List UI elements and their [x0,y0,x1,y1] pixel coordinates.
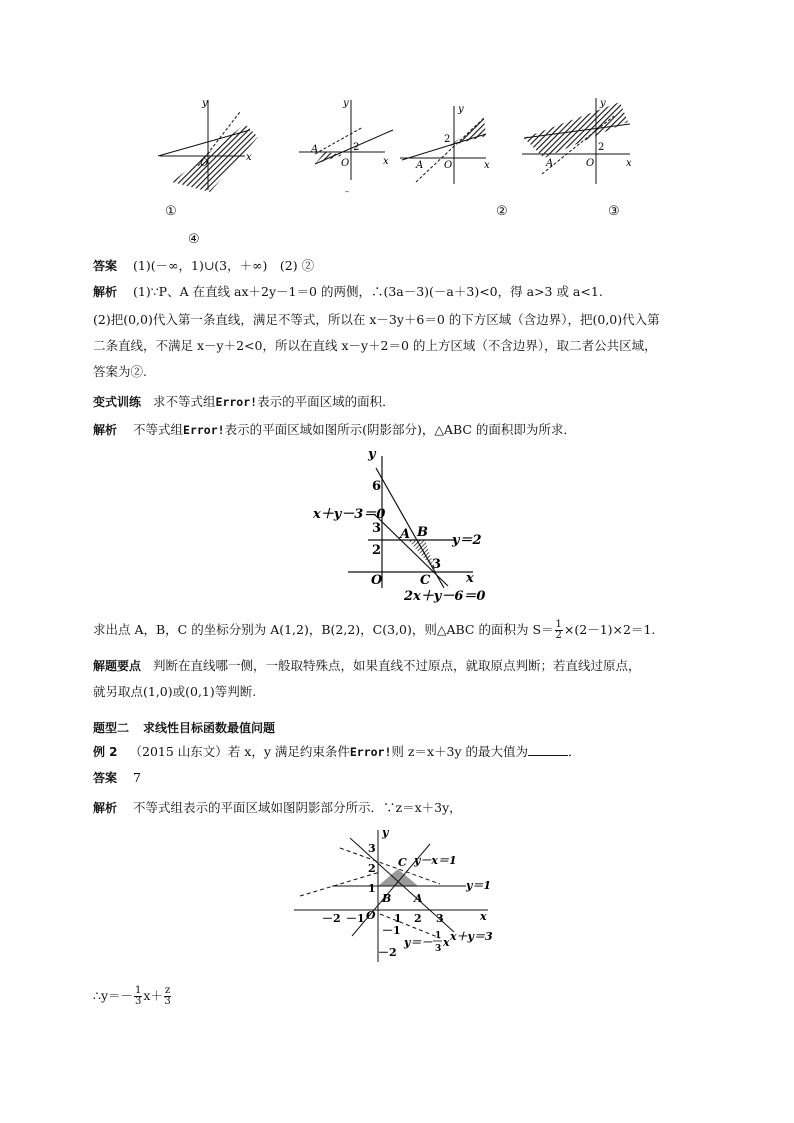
mid-eq-3: 2x＋y－6＝0 [404,589,486,604]
fig2-dash: – [345,187,349,196]
final-equation: ∴y＝－ $\frac{1}{3}$ x＋ $\frac{z}{3}$ [93,985,171,1007]
mid-point-b: B [417,525,428,540]
bot-tick-y3: 3 [368,842,376,855]
mid-tick-3: 3 [372,521,382,536]
key-points-label: 解题要点 [93,659,142,673]
answer-1 [93,256,314,276]
figure-2 [295,92,395,197]
coords-line: 求出点 A，B，C 的坐标分别为 A(1,2)，B(2,2)，C(3,0)，则△ABC 的面积为 S＝ $\frac{1}{2}$ ×(2－1)×2＝1. [93,619,656,641]
error-text: Error! [349,745,392,759]
circled-3: ③ [608,204,620,219]
bot-eq-3: x＋y＝3 [450,930,493,943]
bot-eq-4-post: x [443,936,450,949]
fraction-one-third: $\frac{1}{3}$ [135,985,142,1007]
analysis-2: 解析 不等式组Error!表示的平面区域如图所示(阴影部分)，△ABC 的面积即为所求． [93,422,576,437]
circled-2: ② [496,204,508,219]
example-2: 例 2 （2015 山东文）若 x，y 满足约束条件Error!则 z＝x＋3y 的最大值为 ． [93,744,581,759]
figure-1 [150,92,260,197]
analysis-1-line-2: (2)把(0,0)代入第一条直线，满足不等式，所以在 x－3y＋6＝0 的下方区域（含边界），把(0,0)代入第 [93,312,660,327]
bot-tick-y2: 2 [368,862,376,875]
answer-label: 答案 [93,259,118,273]
analysis-label: 解析 [93,285,118,299]
answer-2: 答案 7 [93,770,141,785]
figure-triangle-abc [308,448,488,606]
bot-tick-xn1: －1 [346,912,365,925]
mid-tick-x3: 3 [432,557,442,572]
circled-4: ④ [188,232,200,247]
error-text: Error! [215,395,258,409]
analysis-1-line-1: 解析 (1)∵P、A 在直线 ax＋2y－1＝0 的两侧，∴(3a－3)(－a＋3)<0，得 a>3 或 a<1. [93,284,603,299]
bot-tick-y1: 1 [368,882,376,895]
key-points-line-2: 就另取点(1,0)或(0,1)等判断. [93,684,257,699]
fig2-y-label: y [343,98,349,109]
bot-tick-x1: 1 [394,912,402,925]
variant-label: 变式训练 [93,395,142,409]
fig4-point-a: A [546,158,554,169]
analysis-3: 解析 不等式组表示的平面区域如图阴影部分所示．∵z＝x＋3y， [93,800,462,815]
fig2-label-2: 2 [353,142,360,153]
bot-origin: O [366,909,376,922]
bot-x-label: x [480,910,487,923]
mid-tick-6: 6 [372,479,382,494]
bot-eq-2: y＝1 [466,879,492,892]
bot-tick-yn2: －2 [378,946,397,959]
bot-eq-1: y－x＝1 [414,854,457,867]
example-label: 例 2 [93,745,118,759]
mid-x-label: x [466,571,474,586]
variant-training: 变式训练 求不等式组Error!表示的平面区域的面积． [93,394,395,409]
fig3-point-a: A [416,160,424,171]
fig2-x-label: x [383,156,389,167]
fraction-z-third: $\frac{z}{3}$ [164,985,171,1007]
error-text: Error! [183,423,225,437]
bot-tick-yn1: －1 [382,924,401,937]
bot-tick-xn2: －2 [322,912,341,925]
fig4-origin: O [586,158,595,169]
bot-y-label: y [382,826,389,839]
fig1-y-label: y [202,98,208,109]
mid-origin: O [371,573,383,588]
type-2-heading: 题型二 求线性目标函数最值问题 [93,721,276,735]
bot-tick-x2: 2 [414,912,422,925]
fraction-one-half: $\frac{1}{2}$ [555,619,562,641]
bot-point-b: B [382,892,392,905]
figure-4 [518,94,638,189]
bot-point-c: C [398,856,407,869]
answer-blank [528,743,568,756]
mid-point-c: C [420,573,431,588]
fig3-origin: O [444,160,453,171]
fig4-x-label: x [626,158,632,169]
bot-eq-4-pre: y＝－ [404,936,433,949]
bot-eq-4-num: 1 [435,931,442,941]
mid-eq-1: x＋y－3＝0 [313,507,386,522]
fig3-y-label: y [458,104,464,115]
figure-feasible-region [290,826,510,966]
fig3-x-label: x [484,160,490,171]
fig2-origin: O [341,158,350,169]
analysis-1-line-4: 答案为②. [93,364,147,379]
fig4-label-2: 2 [598,142,605,153]
key-points-line-1: 解题要点 判断在直线哪一侧，一般取特殊点，如果直线不过原点，就取原点判断；若直线过原点， [93,658,641,673]
figure-3 [398,102,493,187]
fig1-x-label: x [246,152,252,163]
bot-eq-4-den: 3 [435,944,442,954]
bot-tick-x3: 3 [436,912,444,925]
fig2-point-a: A [311,144,319,155]
mid-y-label: y [368,448,376,462]
mid-tick-2: 2 [372,543,382,558]
mid-point-a: A [400,527,411,542]
fig4-y-label: y [600,98,606,109]
analysis-1-line-3: 二条直线，不满足 x－y＋2<0，所以在直线 x－y＋2＝0 的上方区域（不含边界），取二者公共区域， [93,338,657,353]
fig3-label-2: 2 [444,134,451,145]
bot-point-a: A [414,892,423,905]
circled-1: ① [165,204,177,219]
mid-eq-2: y＝2 [452,533,482,548]
answer-1-text: (1)(－∞，1)∪(3，＋∞) (2) ② [133,258,315,273]
fig1-origin: O [200,158,209,169]
